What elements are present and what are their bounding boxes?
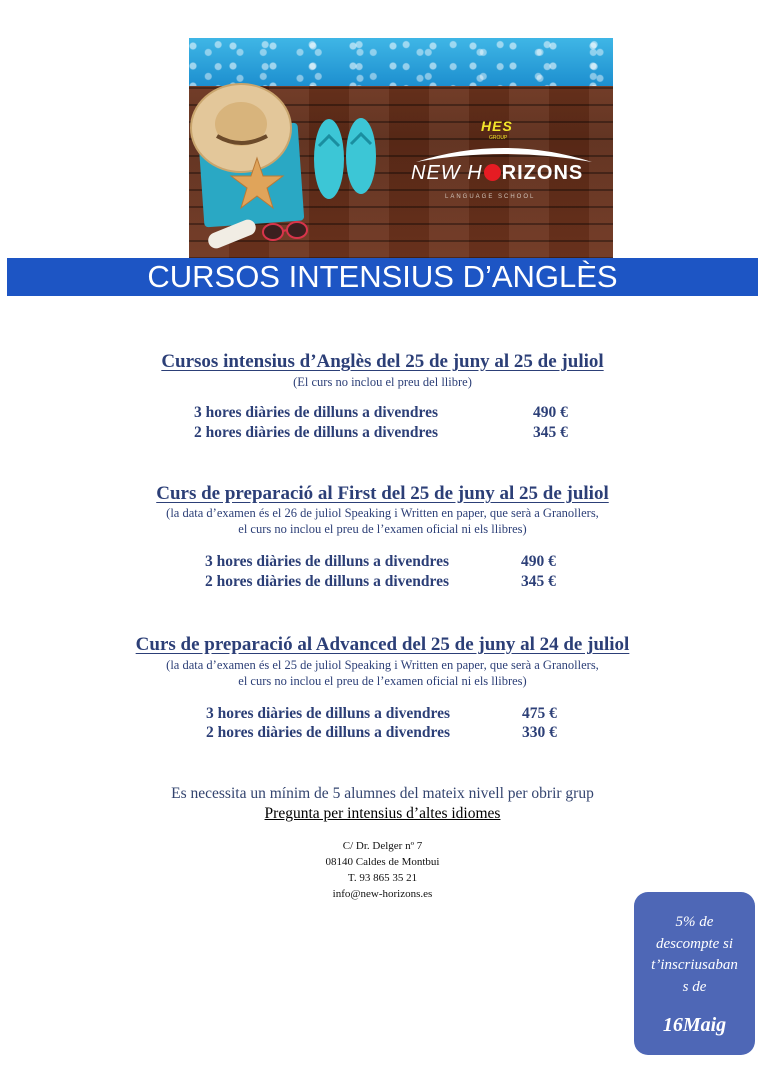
sunglasses-icon — [261, 218, 311, 244]
logo-group-name: HES — [481, 118, 513, 134]
starfish-icon — [229, 156, 285, 212]
discount-line: s de — [682, 978, 707, 995]
logo-subtitle: LANGUAGE SCHOOL — [445, 194, 536, 200]
page-title: CURSOS INTENSIUS D’ANGLÈS — [7, 258, 758, 296]
course-note: el curs no inclou el preu de l’examen oficial ni els llibres) — [238, 522, 527, 536]
price-row-label: 3 hores diàries de dilluns a divendres — [205, 553, 450, 570]
price-value: 490 € — [533, 404, 568, 421]
price-value: 330 € — [522, 724, 557, 741]
course-note: (El curs no inclou el preu del llibre) — [293, 375, 472, 389]
logo-text-right: RIZONS — [501, 162, 584, 184]
logo-group-sub: GROUP — [489, 135, 508, 141]
price-row-label: 3 hores diàries de dilluns a divendres — [206, 705, 451, 722]
discount-line: 5% de — [675, 914, 714, 930]
contact-address: C/ Dr. Delger nº 7 — [342, 840, 423, 852]
price-value: 345 € — [533, 424, 568, 441]
contact-phone: T. 93 865 35 21 — [347, 872, 418, 884]
price-row-label: 2 hores diàries de dilluns a divendres — [206, 724, 451, 741]
course-note: (la data d’examen és el 26 de juliol Speaking i Written en paper, que serà a Granollers, — [166, 506, 599, 520]
course-note: el curs no inclou el preu de l’examen oficial ni els llibres) — [238, 674, 527, 688]
price-value: 490 € — [521, 553, 556, 570]
price-value: 475 € — [522, 705, 557, 722]
course-heading: Curs de preparació al First del 25 de juny al 25 de juliol — [156, 483, 609, 504]
minimum-students-note: Es necessita un mínim de 5 alumnes del mateix nivell per obrir grup — [171, 785, 594, 802]
discount-line: descompte si — [655, 935, 734, 952]
contact-city: 08140 Caldes de Montbui — [325, 856, 440, 868]
logo-wordmark — [411, 162, 583, 185]
course-heading: Cursos intensius d’Anglès del 25 de juny al 25 de juliol — [161, 351, 604, 372]
flipflops-icon — [311, 116, 381, 202]
discount-badge — [634, 892, 755, 1055]
banner-image — [189, 38, 613, 258]
course-heading: Curs de preparació al Advanced del 25 de juny al 24 de juliol — [135, 634, 630, 655]
discount-deadline: 16Maig — [662, 1014, 727, 1036]
price-row-label: 2 hores diàries de dilluns a divendres — [205, 573, 450, 590]
contact-email[interactable]: info@new-horizons.es — [332, 888, 433, 900]
discount-text — [640, 912, 749, 998]
logo-red-dot-icon — [484, 164, 501, 181]
logo-text-left: NEW H — [411, 162, 483, 184]
price-row-label: 3 hores diàries de dilluns a divendres — [194, 404, 439, 421]
price-row-label: 2 hores diàries de dilluns a divendres — [194, 424, 439, 441]
discount-line: t’inscriusaban — [651, 957, 738, 973]
course-note: (la data d’examen és el 25 de juliol Speaking i Written en paper, que serà a Granollers, — [166, 658, 599, 672]
price-value: 345 € — [521, 573, 556, 590]
ask-other-languages-link[interactable]: Pregunta per intensius d’altes idiomes — [264, 805, 501, 822]
